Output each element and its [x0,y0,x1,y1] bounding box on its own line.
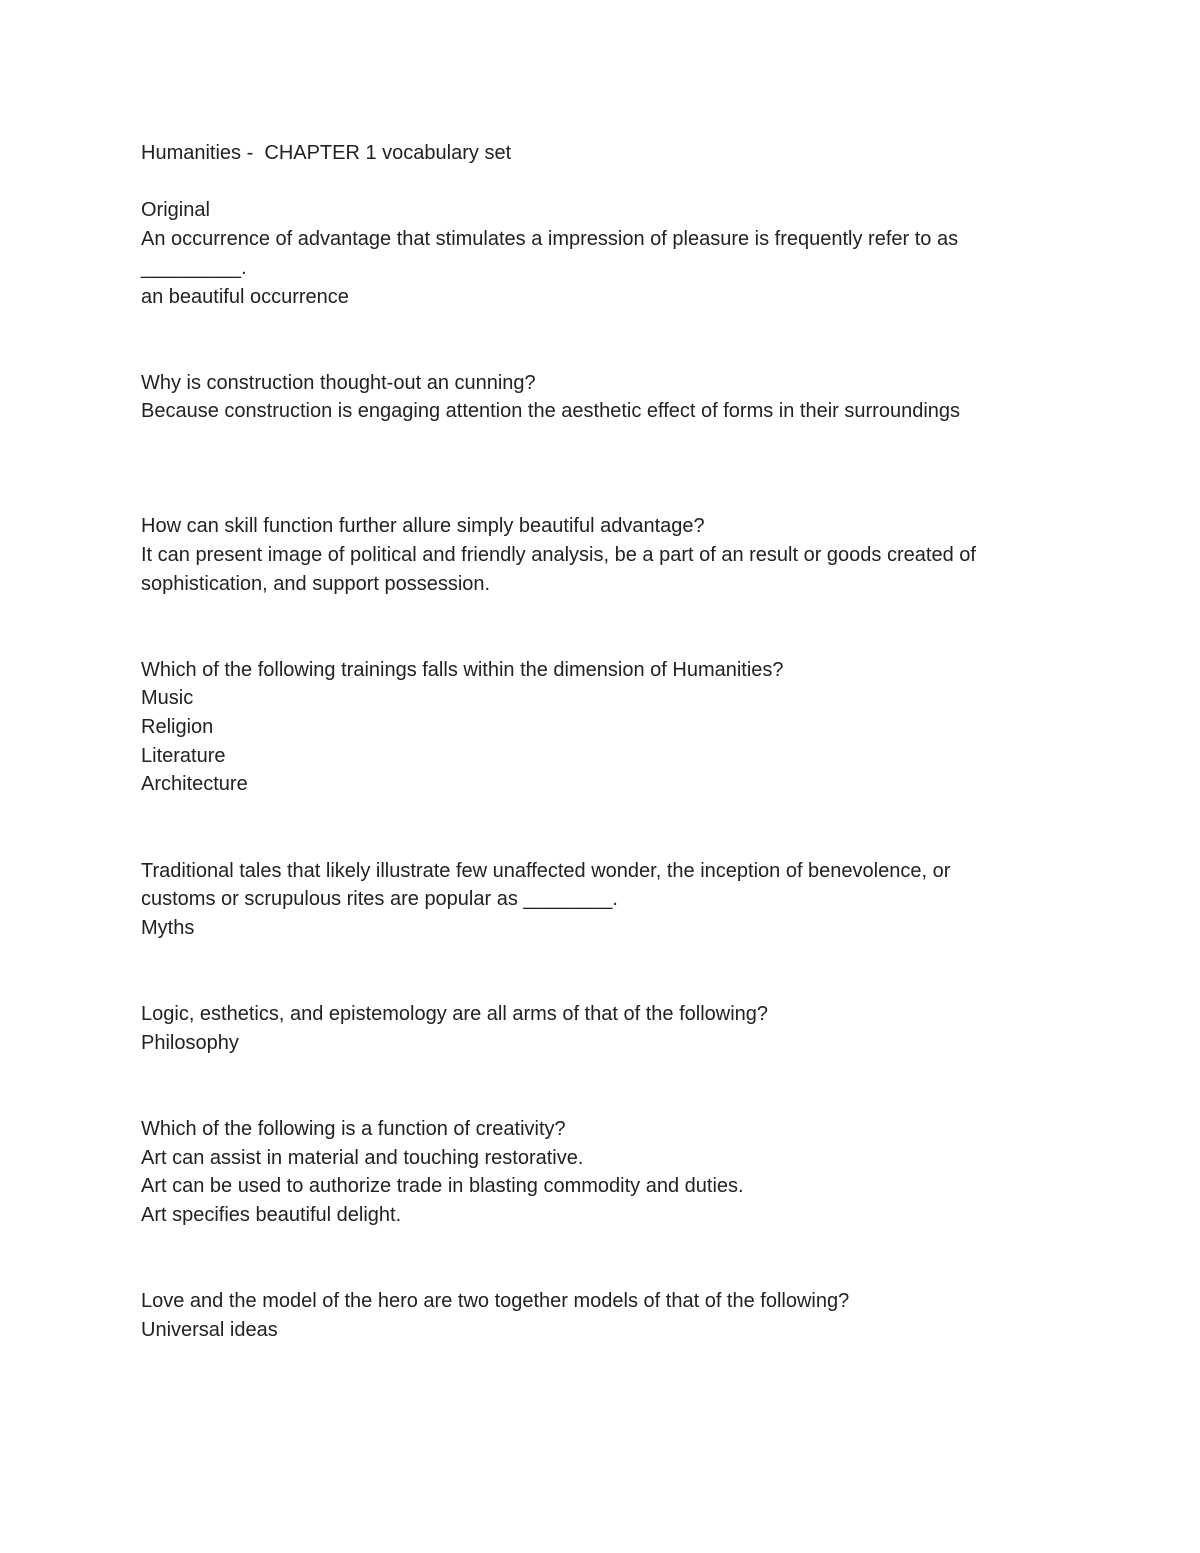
answer-option: Music [141,687,194,710]
answer-option: Religion [141,716,214,738]
question-text: customs or scrupulous rites are popular as ________. [141,888,618,911]
spacer [141,168,1061,197]
spacer [141,311,1061,368]
answer-option: Art specifies beautiful delight. [141,1203,402,1226]
vocab-item-5 [141,857,1061,943]
question-text: Why is construction thought-out an cunning? [141,371,536,394]
question-text: Logic, esthetics, and epistemology are all arms of that of the following? [141,1003,769,1025]
answer-text: Philosophy [141,1031,239,1054]
spacer [141,799,1061,856]
answer-option: Art can assist in material and touching restorative. [141,1146,584,1169]
spacer [141,598,1061,655]
vocab-item-2 [141,369,1061,426]
question-text: Original [141,199,210,222]
spacer [141,426,1061,512]
answer-option: Art can be used to authorize trade in blasting commodity and duties. [141,1175,744,1198]
spacer [141,1057,1061,1114]
answer-text: an beautiful occurrence [141,285,349,308]
vocab-item-6 [141,1000,1061,1057]
answer-text: Because construction is engaging attention the aesthetic effect of forms in their surroundings [141,400,961,423]
answer-text: sophistication, and support possession. [141,572,491,595]
answer-text: Myths [141,916,195,939]
document-body [141,139,1061,1344]
question-text: An occurrence of advantage that stimulates a impression of pleasure is frequently refer to as [141,228,959,251]
vocab-item-7 [141,1115,1061,1230]
spacer [141,1230,1061,1287]
answer-option: Literature [141,744,226,767]
answer-option: Architecture [141,773,248,796]
spacer [141,943,1061,1000]
answer-text: Universal ideas [141,1318,278,1341]
question-blank: _________. [141,256,247,279]
question-text: How can skill function further allure simply beautiful advantage? [141,515,705,538]
question-text: Love and the model of the hero are two together models of that of the following? [141,1290,850,1312]
vocab-item-8 [141,1287,1061,1344]
vocab-item-1 [141,196,1061,311]
document-title: Humanities - CHAPTER 1 vocabulary set [141,142,512,164]
answer-text: It can present image of political and friendly analysis, be a part of an result or goods created of [141,543,976,566]
question-text: Traditional tales that likely illustrate few unaffected wonder, the inception of benevolence, or [141,859,951,882]
vocab-item-3 [141,512,1061,598]
vocab-item-4 [141,656,1061,800]
question-text: Which of the following trainings falls within the dimension of Humanities? [141,658,784,681]
question-text: Which of the following is a function of creativity? [141,1117,566,1140]
